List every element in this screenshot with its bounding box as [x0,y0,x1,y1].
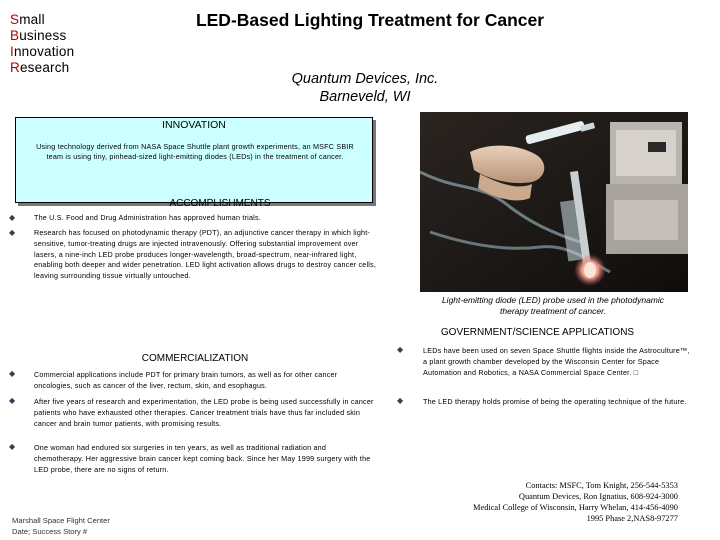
accomplishment-bullet-2: ◆ [9,228,16,237]
government-title: GOVERNMENT/SCIENCE APPLICATIONS [440,327,635,338]
accomplishment-bullet-1: ◆ [9,213,16,222]
commercialization-title: COMMERCIALIZATION [141,353,249,364]
innovation-title: INNOVATION [162,119,226,131]
commercialization-bullet-1: ◆ [9,369,16,378]
innovation-box [15,117,373,203]
government-bullet-1: ◆ [397,345,404,354]
accomplishment-item-1: The U.S. Food and Drug Administration has approved human trials. [34,213,261,222]
page-title: LED-Based Lighting Treatment for Cancer [195,10,545,30]
sbir-line-small: Small [10,12,45,27]
sbir-label [10,12,74,76]
contact-line-medical: Medical College of Wisconsin, Harry Whelan, 414-456-4090 [473,503,678,512]
photo-caption: Light-emitting diode (LED) probe used in the photodynamic therapy treatment of cancer. [441,295,665,316]
company-name: Quantum Devices, Inc. [291,71,439,87]
footer-center-name: Marshall Space Flight Center [12,516,110,525]
sbir-line-innovation: Innovation [10,44,75,59]
government-item-2: The LED therapy holds promise of being the operating technique of the future. [423,397,687,406]
innovation-text: Using technology derived from NASA Space Shuttle plant growth experiments, an MSFC SBIR team is using tiny, pinhead-sized light-emitting diodes (LEDs) in the treatment of cancer. [36,142,354,161]
company-info [240,70,490,106]
company-location: Barneveld, WI [319,89,411,105]
commercialization-item-1: Commercial applications include PDT for primary brain tumors, as well as for other cancer oncologies, such as cancer of the liver, rectum, skin, and esophagus. [34,370,338,390]
footer-center-info [12,515,110,537]
government-bullet-2: ◆ [397,396,404,405]
commercialization-bullet-2: ◆ [9,396,16,405]
footer-date-story: Date; Success Story # [12,527,88,536]
contact-line-quantum: Quantum Devices, Ron Ignatius, 608-924-3000 [518,492,678,501]
sbir-line-business: Business [10,28,67,43]
commercialization-item-3: One woman had endured six surgeries in ten years, as well as traditional radiation and chemotherapy. Her aggressive brain cancer kept coming back. Since her May 1999 surgery with the LED probe, there are no signs of return. [34,443,371,474]
commercialization-bullet-3: ◆ [9,442,16,451]
contacts-block [440,480,678,524]
accomplishments-title: ACCOMPLISHMENTS [169,198,271,209]
commercialization-item-2: After five years of research and experimentation, the LED probe is being used successfully in cancer patients who have exhausted other therapies. Cancer treatment trials have thus far included skin cancer and brain tumor patients, with promising results. [34,397,374,428]
contact-line-msfc: Contacts: MSFC, Tom Knight, 256-544-5353 [525,481,678,490]
accomplishment-item-2: Research has focused on photodynamic therapy (PDT), an adjunctive cancer therapy in which light-sensitive, tumor-treating drugs are injected intravenously. Offering substantial improvement over lasers, a nine-inch LED probe produces longer-wavelength, broad-spectrum, near-infrared light, enabling both deeper and wider penetration. LED light activation allows drugs to destroy cancer cells, leaving surrounding tissue virtually untouched. [34,228,377,281]
government-item-1: LEDs have been used on seven Space Shuttle flights inside the Astroculture™, a plant growth chamber developed by the Wisconsin Center for Space Automation and Robotics, a NASA Commercial Space Center. □ [423,346,690,377]
led-probe-photo [420,112,688,292]
contract-number: 1995 Phase 2,NAS8-97277 [586,514,678,523]
led-probe-illustration [420,112,688,292]
sbir-line-research: Research [10,60,70,75]
